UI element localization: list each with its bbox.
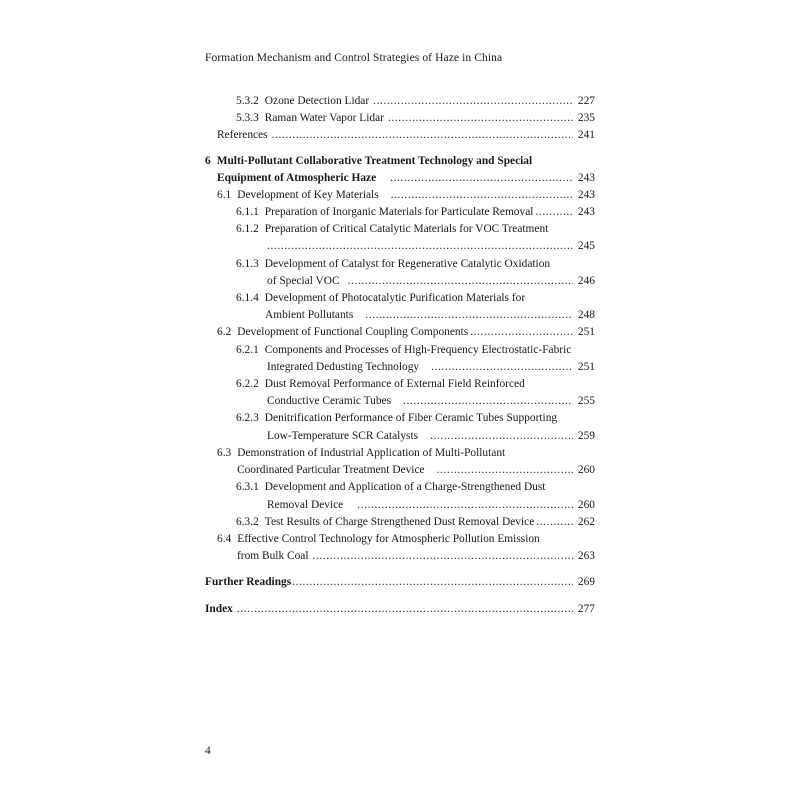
entry-title-cont: Conductive Ceramic Tubes (267, 395, 392, 407)
toc-entry-5-3-3 (236, 110, 595, 127)
page-ref: 262 (577, 516, 595, 528)
dot-leader (430, 428, 573, 445)
chapter-number: 6 (205, 155, 211, 167)
entry-title: Components and Processes of High-Frequency Electrostatic-Fabric (264, 344, 572, 356)
entry-title: Ozone Detection Lidar (264, 95, 370, 107)
page-ref: 269 (577, 576, 595, 588)
toc-entry-references (217, 127, 595, 144)
entry-title: Raman Water Vapor Lidar (264, 112, 384, 124)
toc-entry-6-3-1 (236, 479, 595, 496)
entry-title-cont: Low-Temperature SCR Catalysts (267, 430, 419, 442)
dot-leader (388, 110, 573, 127)
page-ref: 235 (577, 112, 595, 124)
entry-title-cont: Coordinated Particular Treatment Device (237, 464, 425, 476)
toc-entry-6-1 (217, 187, 595, 204)
dot-leader (431, 359, 573, 376)
entry-title: Index (205, 603, 233, 615)
toc-entry-6-1-2-cont (267, 238, 595, 255)
dot-leader (237, 601, 573, 618)
section-number: 6.1.1 (236, 206, 259, 218)
section-number: 5.3.2 (236, 95, 259, 107)
page-ref: 245 (577, 240, 595, 252)
entry-title: References (217, 129, 268, 141)
toc-entry-6-1-3-cont (267, 273, 595, 290)
dot-leader (348, 273, 573, 290)
dot-leader (365, 307, 573, 324)
dot-leader (292, 574, 573, 591)
dot-leader (437, 462, 573, 479)
toc-entry-6-4 (217, 531, 595, 548)
page-ref: 248 (577, 309, 595, 321)
entry-title: Development of Catalyst for Regenerative Catalytic Oxidation (264, 258, 551, 270)
dot-leader (470, 324, 573, 341)
entry-title-cont: from Bulk Coal (237, 550, 309, 562)
toc-entry-6-2-2 (236, 376, 595, 393)
section-number: 5.3.3 (236, 112, 259, 124)
toc-entry-6-3-cont (237, 462, 595, 479)
dot-leader (267, 238, 573, 255)
entry-title-cont: Ambient Pollutants (265, 309, 354, 321)
page-ref: 255 (577, 395, 595, 407)
toc-entry-6-1-1 (236, 204, 595, 221)
entry-title: Denitrification Performance of Fiber Ceramic Tubes Supporting (264, 412, 558, 424)
page-ref: 259 (577, 430, 595, 442)
chapter-title: Multi-Pollutant Collaborative Treatment Technology and Special (216, 155, 533, 167)
entry-title-cont: Integrated Dedusting Technology (267, 361, 420, 373)
entry-title: Development of Photocatalytic Purification Materials for (264, 292, 526, 304)
toc-chapter-6 (205, 153, 595, 170)
chapter-title-cont: Equipment of Atmospheric Haze (217, 172, 377, 184)
toc-entry-6-2-2-cont (267, 393, 595, 410)
page-ref: 243 (577, 189, 595, 201)
entry-title: Development and Application of a Charge-Strengthened Dust (264, 481, 546, 493)
entry-title-cont: of Special VOC (267, 275, 340, 287)
page-ref: 241 (577, 129, 595, 141)
page-ref: 277 (577, 603, 595, 615)
toc-entry-6-2-1 (236, 342, 595, 359)
entry-title: Development of Functional Coupling Components (237, 326, 469, 338)
toc-entry-6-2-3-cont (267, 428, 595, 445)
page-ref: 243 (577, 206, 595, 218)
toc-entry-6-1-4-cont (265, 307, 595, 324)
section-number: 6.1 (217, 189, 232, 201)
page-ref: 243 (577, 172, 595, 184)
dot-leader (403, 393, 573, 410)
section-number: 6.4 (217, 533, 232, 545)
dot-leader (357, 497, 573, 514)
toc-entry-6-2 (217, 324, 595, 341)
section-number: 6.2.2 (236, 378, 259, 390)
entry-title: Effective Control Technology for Atmospheric Pollution Emission (237, 533, 540, 545)
dot-leader (373, 93, 573, 110)
entry-title: Preparation of Critical Catalytic Materials for VOC Treatment (264, 223, 549, 235)
entry-title: Test Results of Charge Strengthened Dust Removal Device (264, 516, 535, 528)
section-number: 6.2.1 (236, 344, 259, 356)
section-number: 6.1.2 (236, 223, 259, 235)
dot-leader (390, 170, 573, 187)
toc-entry-6-2-1-cont (267, 359, 595, 376)
dot-leader (391, 187, 573, 204)
entry-title: Development of Key Materials (237, 189, 379, 201)
dot-leader (535, 204, 573, 221)
toc-chapter-6-cont (217, 170, 595, 187)
page-ref: 260 (577, 464, 595, 476)
entry-title: Demonstration of Industrial Application of Multi-Pollutant (237, 447, 506, 459)
dot-leader (272, 127, 573, 144)
dot-leader (536, 514, 573, 531)
section-number: 6.1.4 (236, 292, 259, 304)
page-ref: 227 (577, 95, 595, 107)
page-ref: 263 (577, 550, 595, 562)
page-ref: 246 (577, 275, 595, 287)
section-number: 6.2.3 (236, 412, 259, 424)
page-ref: 251 (577, 361, 595, 373)
page-number: 4 (205, 745, 211, 757)
toc-entry-6-4-cont (237, 548, 595, 565)
toc-entry-6-3-1-cont (267, 497, 595, 514)
section-number: 6.3.2 (236, 516, 259, 528)
dot-leader (313, 548, 573, 565)
toc-entry-6-1-4 (236, 290, 595, 307)
entry-title: Further Readings (205, 576, 292, 588)
toc-entry-6-1-3 (236, 256, 595, 273)
section-number: 6.2 (217, 326, 232, 338)
entry-title: Preparation of Inorganic Materials for Particulate Removal (264, 206, 534, 218)
section-number: 6.1.3 (236, 258, 259, 270)
page-ref: 251 (577, 326, 595, 338)
toc-entry-6-2-3 (236, 410, 595, 427)
toc-entry-further-readings (205, 574, 595, 591)
page-ref: 260 (577, 499, 595, 511)
toc-entry-6-3-2 (236, 514, 595, 531)
toc-entry-6-1-2 (236, 221, 595, 238)
entry-title-cont: Removal Device (267, 499, 344, 511)
section-number: 6.3 (217, 447, 232, 459)
entry-title: Dust Removal Performance of External Field Reinforced (264, 378, 525, 390)
toc-entry-index (205, 601, 595, 618)
toc-entry-6-3 (217, 445, 595, 462)
section-number: 6.3.1 (236, 481, 259, 493)
toc-entry-5-3-2 (236, 93, 595, 110)
running-header: Formation Mechanism and Control Strategies of Haze in China (205, 52, 503, 64)
